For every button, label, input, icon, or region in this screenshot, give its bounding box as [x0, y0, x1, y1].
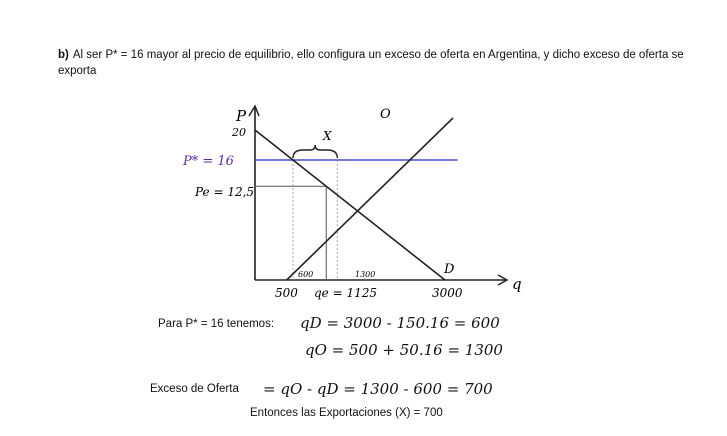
pe-label: Pe = 12,5	[195, 185, 255, 199]
para-label: Para P* = 16 tenemos:	[158, 318, 275, 330]
qe-label: qe = 1125	[314, 286, 378, 300]
exports-conclusion: Entonces las Exportaciones (X) = 700	[250, 407, 443, 419]
item-label: b)	[58, 49, 69, 61]
demand-quantity-equation: qD = 3000 - 150.16 = 600	[300, 314, 500, 332]
x-tick-500: 500	[275, 286, 298, 300]
excess-supply-label: Exceso de Oferta	[150, 383, 239, 395]
x-tick-3000: 3000	[432, 286, 463, 300]
brace-label: X	[323, 129, 332, 143]
excess-supply-equation: = qO - qD = 1300 - 600 = 700	[263, 380, 493, 398]
q600-label: 600	[298, 270, 314, 279]
q1300-label: 1300	[355, 270, 376, 279]
supply-curve	[287, 118, 453, 280]
supply-label: O	[380, 107, 391, 122]
y-axis-label: P	[236, 107, 247, 125]
y-tick-20: 20	[232, 126, 246, 139]
p-star-label: P* = 16	[183, 154, 234, 169]
excess-supply-brace	[293, 145, 337, 158]
supply-quantity-equation: qO = 500 + 50.16 = 1300	[305, 341, 503, 359]
problem-text: Al ser P* = 16 mayor al precio de equilibrio, ello configura un exceso de oferta en Argentina, y dicho exceso de oferta se exporta	[58, 49, 684, 77]
demand-label: D	[444, 262, 455, 277]
x-axis-label: q	[512, 275, 522, 293]
y-axis-arrow	[249, 106, 259, 116]
